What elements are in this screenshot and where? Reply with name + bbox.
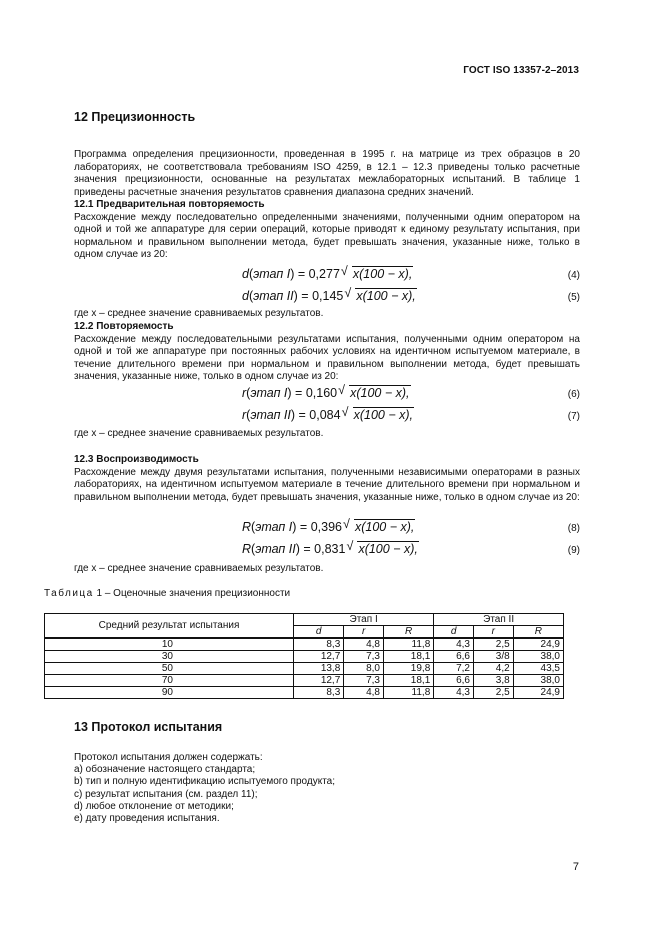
- cell: 4,2: [473, 663, 513, 675]
- formula-symbol: d: [242, 267, 249, 281]
- where-note-3: где x – среднее значение сравниваемых результатов.: [74, 563, 324, 574]
- cell: 38,0: [513, 651, 563, 663]
- formula-radicand: x(100 − x),: [356, 289, 416, 303]
- subsection-12-2-title: 12.2 Повторяемость: [74, 321, 174, 332]
- formula-number: (8): [567, 523, 580, 534]
- formula-radicand: x(100 − x),: [354, 520, 415, 534]
- cell: 12,7: [294, 675, 344, 687]
- cell: 8,0: [344, 663, 384, 675]
- formula-coef: 0,277: [308, 267, 340, 281]
- formula-4: d(этап I) = 0,277 √ x(100 − x), (4): [242, 264, 580, 281]
- cell: 13,8: [294, 663, 344, 675]
- list-item: a) обозначение настоящего стандарта;: [74, 764, 256, 776]
- formula-coef: 0,145: [312, 289, 344, 303]
- cell: 8,3: [294, 638, 344, 651]
- formula-stage: этап I: [253, 267, 291, 281]
- formula-number: (6): [567, 389, 580, 400]
- subsection-12-3-text: Расхождение между двумя результатами испытания, полученными независимыми операторами в разных лабораториях, на идентичном испытуемом материале в течение длительного времени при нормальном и правильном выполнении метода, будет превышать значения, указанные ниже, только в одном случае из 20:: [74, 466, 580, 503]
- cell: 2,5: [473, 687, 513, 699]
- formula-symbol: r: [242, 386, 247, 400]
- cell-mean: 30: [45, 651, 294, 663]
- table-row: [45, 687, 564, 699]
- col-mean-result: Средний результат испытания: [45, 614, 294, 639]
- formula-symbol: d: [242, 289, 249, 303]
- formula-6: r(этап I) = 0,160 √ x(100 − x), (6): [242, 383, 580, 400]
- list-item: e) дату проведения испытания.: [74, 813, 220, 825]
- cell-mean: 50: [45, 663, 294, 675]
- cell-mean: 90: [45, 687, 294, 699]
- section-12-body: [74, 149, 580, 262]
- formula-5: d(этап II) = 0,145 √ x(100 − x), (5): [242, 286, 580, 303]
- formula-radicand: x(100 − x),: [352, 267, 413, 281]
- cell: 11,8: [383, 638, 433, 651]
- cell: 38,0: [513, 675, 563, 687]
- list-item: c) результат испытания (см. раздел 11);: [74, 788, 258, 800]
- col-stage-2: Этап II: [434, 614, 564, 626]
- formula-coef: 0,831: [314, 542, 346, 556]
- cell: 6,6: [434, 651, 474, 663]
- table-caption-text: 1 – Оценочные значения прецизионности: [93, 588, 291, 599]
- intro-paragraph: Программа определения прецизионности, проведенная в 1995 г. на матрице из трех образцов в 20 лабораториях, не соответствовала требованиям ISO 4259, в 12.1 – 12.3 приведены только расчетные значения прецизионности, основанные на результатах межлабораторных испытаний. В таблице 1 приведены расчетные значения результатов сравнения диапазона средних значений.: [74, 149, 580, 198]
- cell: 7,3: [344, 651, 384, 663]
- subcol-r-2: r: [473, 626, 513, 639]
- cell: 12,7: [294, 651, 344, 663]
- subsection-12-1-text: Расхождение между последовательно определенными значениями, полученными одним оператором на одной и той же аппаратуре для серии операций, которые приводят к единому результату испытания, при нормальном и правильном выполнении метода, будет превышать значения, указанные ниже, только в одном случае из 20:: [74, 211, 580, 260]
- cell: 43,5: [513, 663, 563, 675]
- subsection-12-2-text: Расхождение между последовательными результатами испытания, полученными одним оператором на одной и той же аппаратуре при постоянных рабочих условиях на идентичном испытуемом материале, в течение длительного времени при нормальном и правильном выполнении метода, будет превышать значения, указанные ниже, только в одном случае из 20:: [74, 333, 580, 382]
- formula-number: (9): [567, 545, 580, 556]
- section-12-title: 12 Прецизионность: [74, 110, 196, 124]
- formula-coef: 0,084: [309, 408, 341, 422]
- subcol-R-2: R: [513, 626, 563, 639]
- cell: 7,3: [344, 675, 384, 687]
- subcol-R-1: R: [383, 626, 433, 639]
- table-caption: [44, 588, 290, 599]
- formula-coef: 0,396: [310, 520, 342, 534]
- cell: 8,3: [294, 687, 344, 699]
- cell: 4,3: [434, 687, 474, 699]
- formula-radicand: x(100 − x),: [350, 386, 410, 400]
- cell: 4,8: [344, 638, 384, 651]
- cell-mean: 70: [45, 675, 294, 687]
- formula-coef: 0,160: [305, 386, 338, 400]
- col-stage-1: Этап I: [294, 614, 434, 626]
- formula-stage: этап I: [250, 386, 288, 400]
- cell: 4,3: [434, 638, 474, 651]
- table-row: [45, 675, 564, 687]
- table-row: [45, 651, 564, 663]
- subcol-d-1: d: [294, 626, 344, 639]
- formula-symbol: R: [242, 520, 252, 534]
- cell: 11,8: [383, 687, 433, 699]
- cell: 18,1: [383, 651, 433, 663]
- formula-stage: этап II: [253, 289, 294, 303]
- list-item: b) тип и полную идентификацию испытуемого продукта;: [74, 776, 336, 788]
- report-requirements-list: [74, 752, 335, 825]
- list-item: Протокол испытания должен содержать:: [74, 752, 263, 763]
- cell: 2,5: [473, 638, 513, 651]
- subsection-12-3-title: 12.3 Воспроизводимость: [74, 454, 199, 465]
- formula-radicand: x(100 − x),: [353, 408, 413, 422]
- formula-symbol: R: [242, 542, 252, 556]
- cell: 3/8: [473, 651, 513, 663]
- formula-7: r(этап II) = 0,084 √ x(100 − x), (7): [242, 405, 580, 422]
- document-code: ГОСТ ISO 13357-2–2013: [463, 65, 579, 76]
- where-note-1: где x – среднее значение сравниваемых результатов.: [74, 308, 324, 319]
- cell: 6,6: [434, 675, 474, 687]
- subcol-r-1: r: [344, 626, 384, 639]
- where-note-2: где x – среднее значение сравниваемых результатов.: [74, 428, 324, 439]
- formula-symbol: r: [242, 408, 247, 422]
- formula-radicand: x(100 − x),: [358, 542, 418, 556]
- section-13-title: 13 Протокол испытания: [74, 720, 223, 734]
- cell: 3,8: [473, 675, 513, 687]
- page-number: 7: [572, 861, 579, 873]
- list-item: d) любое отклонение от методики;: [74, 800, 234, 812]
- cell: 19,8: [383, 663, 433, 675]
- formula-number: (4): [567, 270, 580, 281]
- formula-8: R(этап I) = 0,396 √ x(100 − x), (8): [242, 517, 580, 534]
- table-caption-prefix: Таблица: [44, 588, 94, 599]
- formula-stage: этап II: [255, 542, 296, 556]
- cell: 24,9: [513, 638, 563, 651]
- table-row: [45, 663, 564, 675]
- formula-number: (7): [567, 411, 580, 422]
- cell: 24,9: [513, 687, 563, 699]
- cell: 4,8: [344, 687, 384, 699]
- cell-mean: 10: [45, 638, 294, 651]
- formula-stage: этап II: [250, 408, 291, 422]
- subsection-12-1-title: 12.1 Предварительная повторяемость: [74, 199, 265, 210]
- subcol-d-2: d: [434, 626, 474, 639]
- formula-stage: этап I: [255, 520, 293, 534]
- section-12-3-body: [74, 454, 580, 504]
- formula-9: R(этап II) = 0,831 √ x(100 − x), (9): [242, 539, 580, 556]
- cell: 18,1: [383, 675, 433, 687]
- cell: 7,2: [434, 663, 474, 675]
- section-12-2-body: [74, 321, 580, 384]
- table-row: [45, 638, 564, 651]
- precision-table: [44, 613, 564, 699]
- formula-number: (5): [567, 292, 580, 303]
